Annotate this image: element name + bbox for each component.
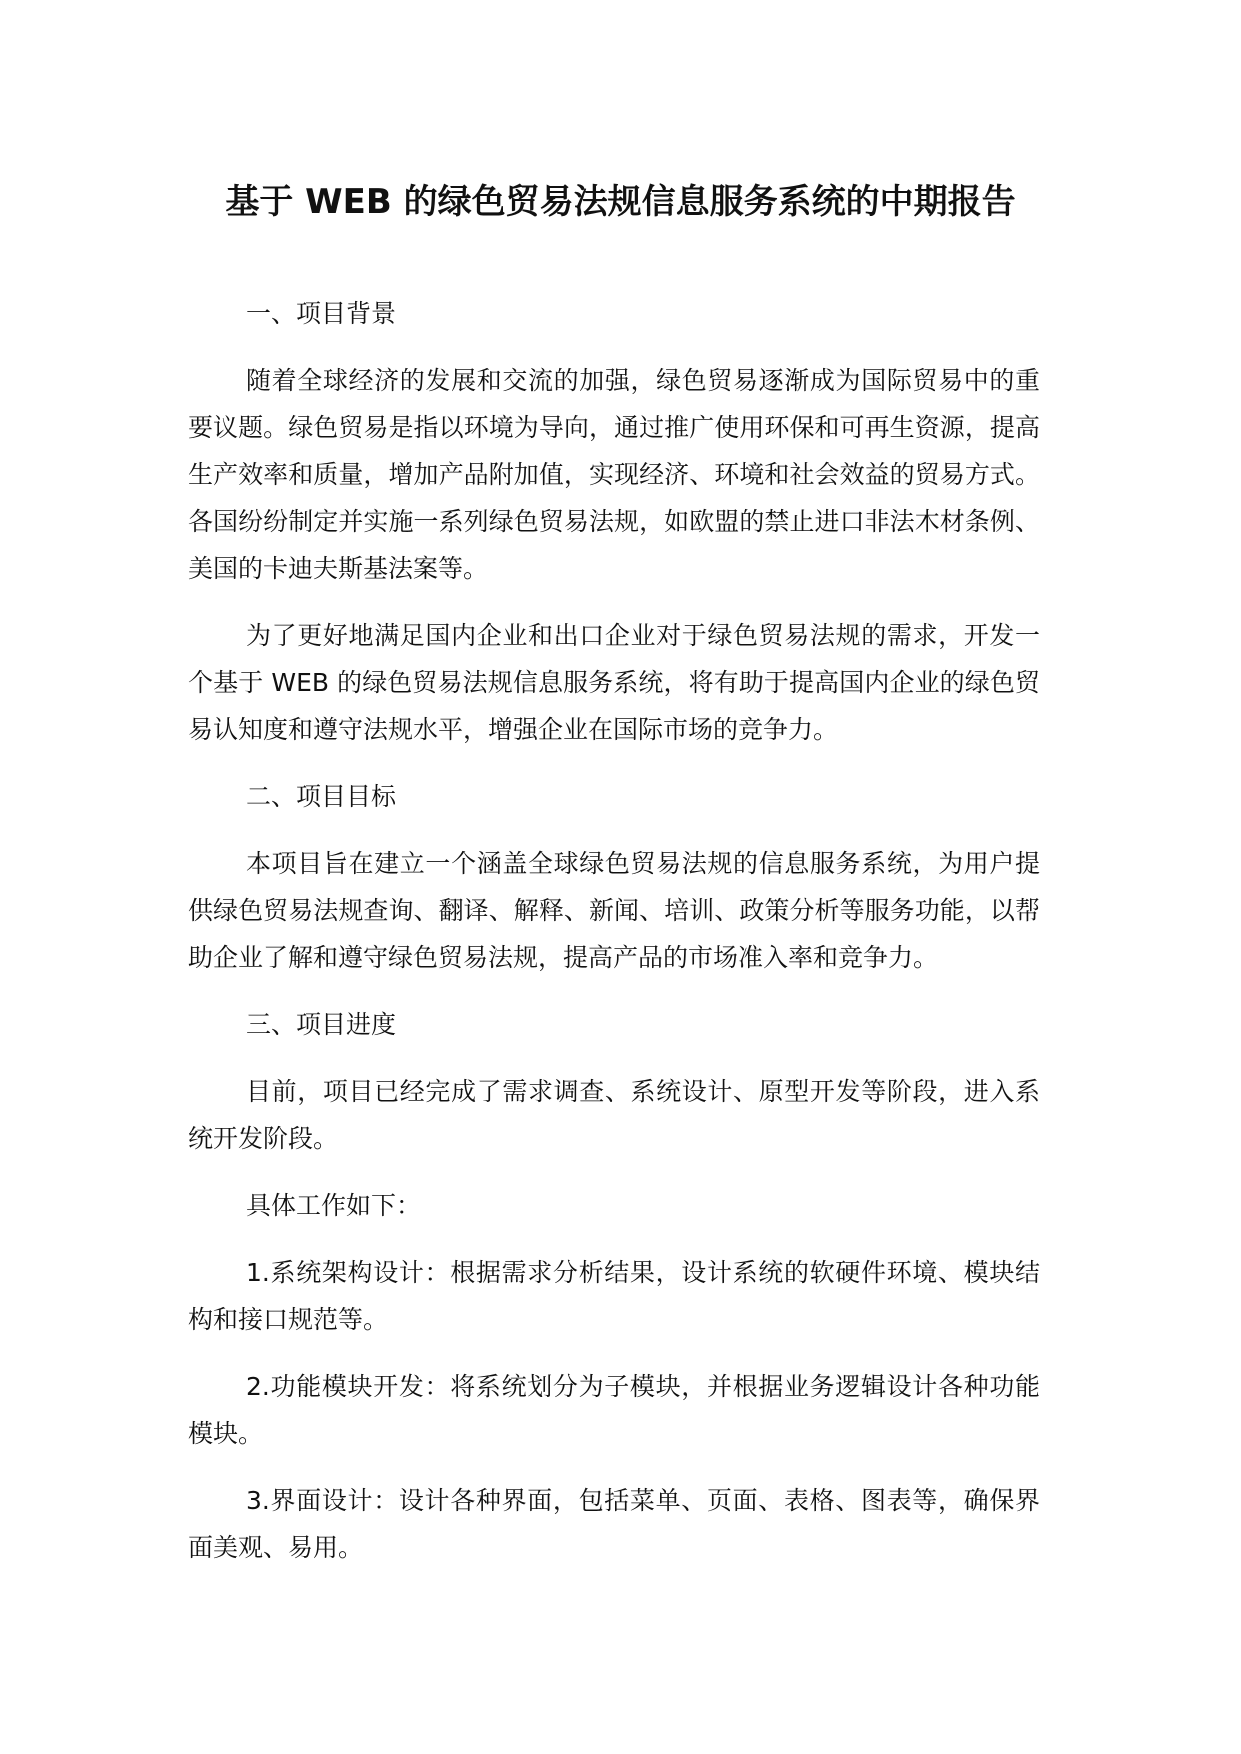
document-title: 基于 WEB 的绿色贸易法规信息服务系统的中期报告	[225, 182, 1016, 222]
list-item-architecture: 1.系统架构设计：根据需求分析结果，设计系统的软硬件环境、模块结构和接口规范等。	[188, 1258, 1040, 1334]
paragraph-background-2: 为了更好地满足国内企业和出口企业对于绿色贸易法规的需求，开发一个基于 WEB 的绿色贸易法规信息服务系统，将有助于提高国内企业的绿色贸易认知度和遵守法规水平，增强企业在国际市场的竞争力。	[188, 621, 1040, 744]
paragraph-goals-1: 本项目旨在建立一个涵盖全球绿色贸易法规的信息服务系统，为用户提供绿色贸易法规查询、翻译、解释、新闻、培训、政策分析等服务功能，以帮助企业了解和遵守绿色贸易法规，提高产品的市场准入率和竞争力。	[188, 849, 1040, 972]
section-heading-background: 一、项目背景	[246, 299, 397, 328]
list-item-modules: 2.功能模块开发：将系统划分为子模块，并根据业务逻辑设计各种功能模块。	[188, 1372, 1040, 1448]
paragraph-progress-1: 目前，项目已经完成了需求调查、系统设计、原型开发等阶段，进入系统开发阶段。	[188, 1077, 1040, 1153]
paragraph-progress-2: 具体工作如下：	[246, 1191, 422, 1220]
paragraph-background-1: 随着全球经济的发展和交流的加强，绿色贸易逐渐成为国际贸易中的重要议题。绿色贸易是指以环境为导向，通过推广使用环保和可再生资源，提高生产效率和质量，增加产品附加值，实现经济、环境和社会效益的贸易方式。各国纷纷制定并实施一系列绿色贸易法规，如欧盟的禁止进口非法木材条例、美国的卡迪夫斯基法案等。	[188, 366, 1040, 583]
list-item-interface: 3.界面设计：设计各种界面，包括菜单、页面、表格、图表等，确保界面美观、易用。	[188, 1486, 1040, 1562]
document-body	[188, 290, 1040, 1591]
section-heading-progress: 三、项目进度	[246, 1010, 397, 1039]
section-heading-goals: 二、项目目标	[246, 782, 397, 811]
